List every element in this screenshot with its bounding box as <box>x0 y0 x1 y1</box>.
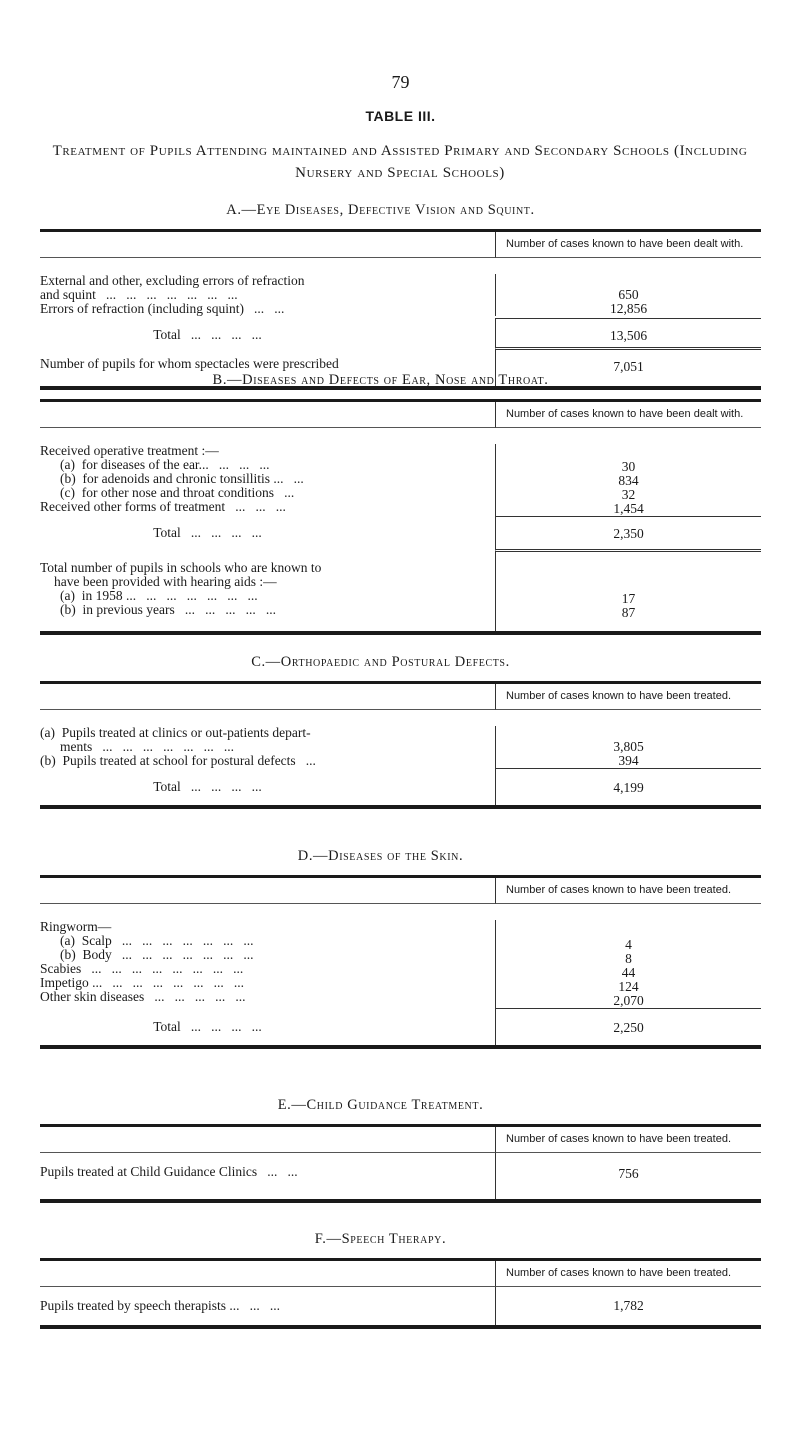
table-bottom-rule <box>40 1199 761 1203</box>
row-label: have been provided with hearing aids :— <box>54 574 277 589</box>
total-value: 2,250 <box>495 1008 761 1045</box>
table-bottom-rule <box>40 1325 761 1329</box>
row-label: Impetigo ... ... ... ... ... ... ... ... <box>40 975 244 990</box>
section-c-title: C.—Orthopaedic and Postural Defects. <box>251 654 510 670</box>
header-blank-cell <box>40 402 495 428</box>
row-label: (b) in previous years ... ... ... ... ... <box>60 602 276 617</box>
row-value: 124 <box>618 979 639 994</box>
section-d-title: D.—Diseases of the Skin. <box>297 848 464 864</box>
row-label: Errors of refraction (including squint) ... ... <box>40 301 285 316</box>
total-value: 13,506 <box>495 318 761 347</box>
row-label: (a) for diseases of the ear... ... ... ... <box>60 457 270 472</box>
section-b-table <box>40 399 761 635</box>
row-label: (a) Scalp ... ... ... ... ... ... ... <box>60 933 254 948</box>
row-label: (a) in 1958 ... ... ... ... ... ... ... <box>60 588 258 603</box>
row-value: 834 <box>618 473 639 488</box>
total-label: Total ... ... ... ... <box>153 525 262 540</box>
row-label: Pupils treated by speech therapists ... ... ... <box>40 1298 280 1313</box>
row-value: 756 <box>495 1153 761 1199</box>
table-bottom-rule <box>40 805 761 809</box>
section-f-title: F.—Speech Therapy. <box>314 1231 447 1247</box>
column-header: Number of cases known to have been treated. <box>495 878 761 904</box>
row-label: (a) Pupils treated at clinics or out-patients depart- <box>40 725 311 740</box>
row-label: (b) Body ... ... ... ... ... ... ... <box>60 947 254 962</box>
section-b-title: B.—Diseases and Defects of Ear, Nose and Throat. <box>212 372 549 388</box>
column-header: Number of cases known to have been dealt with. <box>495 232 761 258</box>
row-label: Other skin diseases ... ... ... ... ... <box>40 989 246 1004</box>
row-label: Pupils treated at Child Guidance Clinics ... ... <box>40 1164 298 1179</box>
total-label: Total ... ... ... ... <box>153 1019 262 1034</box>
section-f <box>40 1231 761 1329</box>
row-value: 1,782 <box>495 1287 761 1325</box>
row-label: Received other forms of treatment ... ... ... <box>40 499 286 514</box>
spectacles-label: Number of pupils for whom spectacles were prescribed <box>40 356 339 371</box>
section-e-table <box>40 1124 761 1203</box>
column-header: Number of cases known to have been dealt with. <box>495 402 761 428</box>
row-label: Scabies ... ... ... ... ... ... ... ... <box>40 961 244 976</box>
section-c-table <box>40 681 761 809</box>
row-label: Total number of pupils in schools who are known to <box>40 560 322 575</box>
section-d-table <box>40 875 761 1049</box>
row-value: 87 <box>621 605 636 620</box>
total-label: Total ... ... ... ... <box>153 327 262 342</box>
total-value: 2,350 <box>495 516 761 549</box>
row-value: 650 <box>618 287 639 302</box>
row-label: ments ... ... ... ... ... ... ... <box>60 739 234 754</box>
page-number: 79 <box>391 72 410 92</box>
section-a-title: A.—Eye Diseases, Defective Vision and Squint. <box>226 202 535 218</box>
row-label: External and other, excluding errors of refraction <box>40 273 305 288</box>
row-value: 2,070 <box>613 993 644 1008</box>
header-blank-cell <box>40 1127 495 1153</box>
section-e-title: E.—Child Guidance Treatment. <box>277 1097 484 1113</box>
table-intro: Treatment of Pupils Attending maintained and Assisted Primary and Secondary Schools (Including Nursery and Special Schools) <box>52 143 748 181</box>
header-blank-cell <box>40 684 495 710</box>
row-value: 17 <box>621 591 636 606</box>
row-label: (b) for adenoids and chronic tonsillitis ... ... <box>60 471 304 486</box>
row-label: (c) for other nose and throat conditions ... <box>60 485 295 500</box>
total-value: 4,199 <box>495 768 761 805</box>
spectacles-value: 7,051 <box>495 347 761 386</box>
section-f-table <box>40 1258 761 1329</box>
column-header: Number of cases known to have been treated. <box>495 684 761 710</box>
column-header: Number of cases known to have been treated. <box>495 1261 761 1287</box>
section-d <box>40 848 761 1049</box>
section-c <box>40 654 761 809</box>
header-blank-cell <box>40 232 495 258</box>
section-a <box>40 202 761 390</box>
section-e <box>40 1097 761 1203</box>
table-bottom-rule <box>40 1045 761 1049</box>
group-label: Received operative treatment :— <box>40 443 219 458</box>
header-blank-cell <box>40 1261 495 1287</box>
row-value: 12,856 <box>609 301 648 316</box>
row-value: 32 <box>621 487 636 502</box>
row-value: 8 <box>625 951 632 966</box>
group-label: Ringworm— <box>40 919 112 934</box>
row-value: 4 <box>625 937 632 952</box>
row-value: 1,454 <box>613 501 644 516</box>
column-header: Number of cases known to have been treated. <box>495 1127 761 1153</box>
section-a-table <box>40 229 761 390</box>
table-title: TABLE III. <box>365 108 436 124</box>
row-label: (b) Pupils treated at school for postural defects ... <box>40 753 316 768</box>
total-label: Total ... ... ... ... <box>153 779 262 794</box>
row-label: and squint ... ... ... ... ... ... ... <box>40 287 238 302</box>
row-value: 30 <box>621 459 636 474</box>
header-blank-cell <box>40 878 495 904</box>
table-bottom-rule <box>40 631 761 635</box>
row-value: 394 <box>618 753 639 768</box>
row-value: 44 <box>621 965 636 980</box>
section-b <box>40 372 761 635</box>
row-value: 3,805 <box>613 739 644 754</box>
